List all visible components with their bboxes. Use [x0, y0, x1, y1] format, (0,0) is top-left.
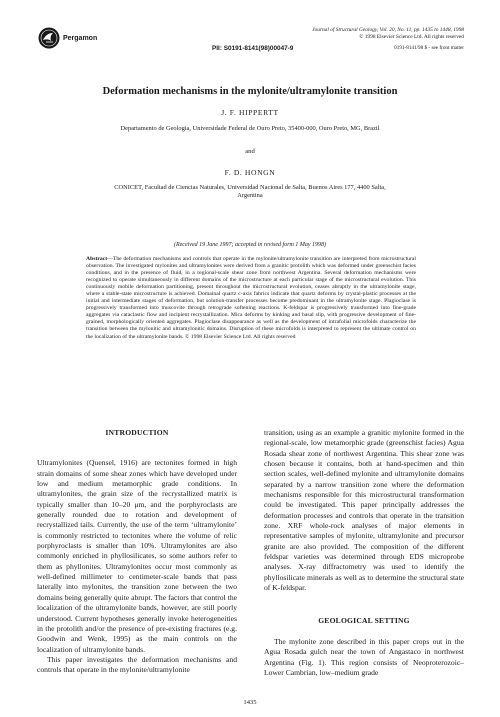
- journal-line-2: © 1998 Elsevier Science Ltd. All rights reserved: [359, 33, 464, 40]
- right-column: [264, 428, 464, 678]
- publisher-name: Pergamon: [63, 34, 98, 42]
- affiliation-2-line-2: Argentina: [237, 192, 263, 199]
- section-heading-geological-setting: GEOLOGICAL SETTING: [318, 615, 410, 625]
- geological-setting-paragraph-1: The mylonite zone described in this paper crops out in the Agua Rosada gulch near the town of Angastaco in northwest Argentina (Fig. 1). This region consists of Neoproterozoic–Lower Cambrian, low–medium grade: [264, 636, 464, 677]
- affiliation-2-line-1: CONICET, Facultad de Ciencias Naturales, Universidad Nacional de Salta, Buenos Aires 177, 4400 Salta,: [114, 184, 386, 191]
- pii-identifier: PII: S0191-8141(98)00047-9: [212, 45, 294, 52]
- intro-paragraph-1: Ultramylonites (Quensel, 1916) are tectonites formed in high strain domains of some shear zones which have developed under low and medium metamorphic grade conditions. In ultramylonites, the grain size of the recrystallized matrix is typically smaller than 10–20 μm, and the porphyroclasts are generally rounded due to rotation and development of recrystallized tails. Currently, the use of the term ‘ultramylonite’ is commonly restricted to tectonites where the volume of relic porphyroclasts is smaller than 10%. Ultramylonites are also commonly enriched in phyllosilicates, so some authors refer to them as phyllonites. Ultramylonites occur most commonly as well-defined millimeter to centimeter-scale bands that pass laterally into mylonites, the transition zone between the two domains being generally quite abrupt. The factors that control the localization of the ultramylonite bands, however, are still poorly understood. Current hypotheses generally invoke heterogeneities in the protolith and/or the presence of pre-existing fractures (e.g. Goodwin and Wenk, 1995) as the main controls on the localization of ultramylonite bands.: [37, 458, 237, 654]
- journal-line-3: 0191-8141/98 $ - see front matter: [394, 45, 464, 51]
- publisher-logo-icon: [38, 27, 60, 49]
- intro-paragraph-2: This paper investigates the deformation mechanisms and controls that operate in the mylonite/ultramylonite: [37, 654, 237, 675]
- author-2: F. D. HONGN: [224, 168, 276, 177]
- section-heading-introduction: INTRODUCTION: [105, 428, 169, 437]
- abstract-label: Abstract: [86, 256, 108, 262]
- publisher-block: [38, 26, 97, 50]
- affiliation-1: Departamento de Geologia, Universidade Federal de Ouro Preto, 35400-000, Ouro Preto, MG, Brazil: [120, 125, 380, 132]
- abstract-text: —The deformation mechanisms and controls that operate in the mylonite/ultramylonite transition are interpreted from microstructural observation. The investigated mylonites and ultramylonites were derived from a granitic protolith which was deformed under greenschist facies conditions, and in the presence of fluid, in a regional-scale shear zone from northwest Argentina. Several deformation mechanisms were recognized to operate simultaneously in different domains of the microstructure at each particular stage of the microstructural evolution. This continuously mobile deformation partitioning, present throughout the microstructural evolution, ceases abruptly in the ultramylonite stage, where a stable-state microstructure is achieved. Domainal quartz c-axis fabrics indicate that quartz deforms by crystal-plastic processes at the initial and intermediate stages of deformation, but solution-transfer processes become predominant in the ultramylonite stage. Plagioclase is progressively transformed into muscovite through retrograde softening reactions. K-feldspar is progressively transformed into fine-grade aggregates via cataclastic flow and incipient recrystallization. Mica deforms by kinking and basal slip, with progressive development of fine-grained, morphologically oriented aggregates. Plagioclase disappearance as well as the development of intrafolial microfolds characterize the transition between the mylonitic and ultramylonitic domains. Disruption of these microfolds is interpreted to represent the ultimate control on the localization of the ultramylonite bands. © 1998 Elsevier Science Ltd. All rights reserved: [86, 256, 416, 340]
- journal-line-1: Journal of Structural Geology, Vol. 20, No. 11, pp. 1435 to 1448, 1998: [312, 27, 464, 33]
- journal-citation: [312, 27, 464, 41]
- author-1: J. F. HIPPERTT: [221, 108, 279, 117]
- received-dates: (Received 19 June 1997; accepted in revised form 1 May 1998): [173, 242, 327, 248]
- left-column: [37, 428, 237, 676]
- author-conjunction: and: [245, 148, 255, 155]
- intro-paragraph-continued: transition, using as an example a granitic mylonite formed in the regional-scale, low metamorphic grade (greenschist facies) Agua Rosada shear zone of northwest Argentina. This shear zone was chosen because it contains, both at hand-specimen and thin section scales, well-defined mylonite and ultramylonite domains separated by a narrow transition zone where the deformation mechanisms responsible for this microstructural transformation could be investigated. This paper principally addresses the deformation processes and controls that operate in the transition zone. XRF whole-rock analyses of major elements in representative samples of mylonite, ultramylonite and precursor granite are also provided. The composition of the different feldspar varieties was determined through EDS microprobe analyses. X-ray diffractometry was used to identify the phyllosilicate minerals as well as to determine the structural state of K-feldspar.: [264, 428, 464, 593]
- abstract: [86, 256, 416, 341]
- page-number: 1435: [243, 699, 257, 706]
- article-title: Deformation mechanisms in the mylonite/ultramylonite transition: [102, 86, 398, 97]
